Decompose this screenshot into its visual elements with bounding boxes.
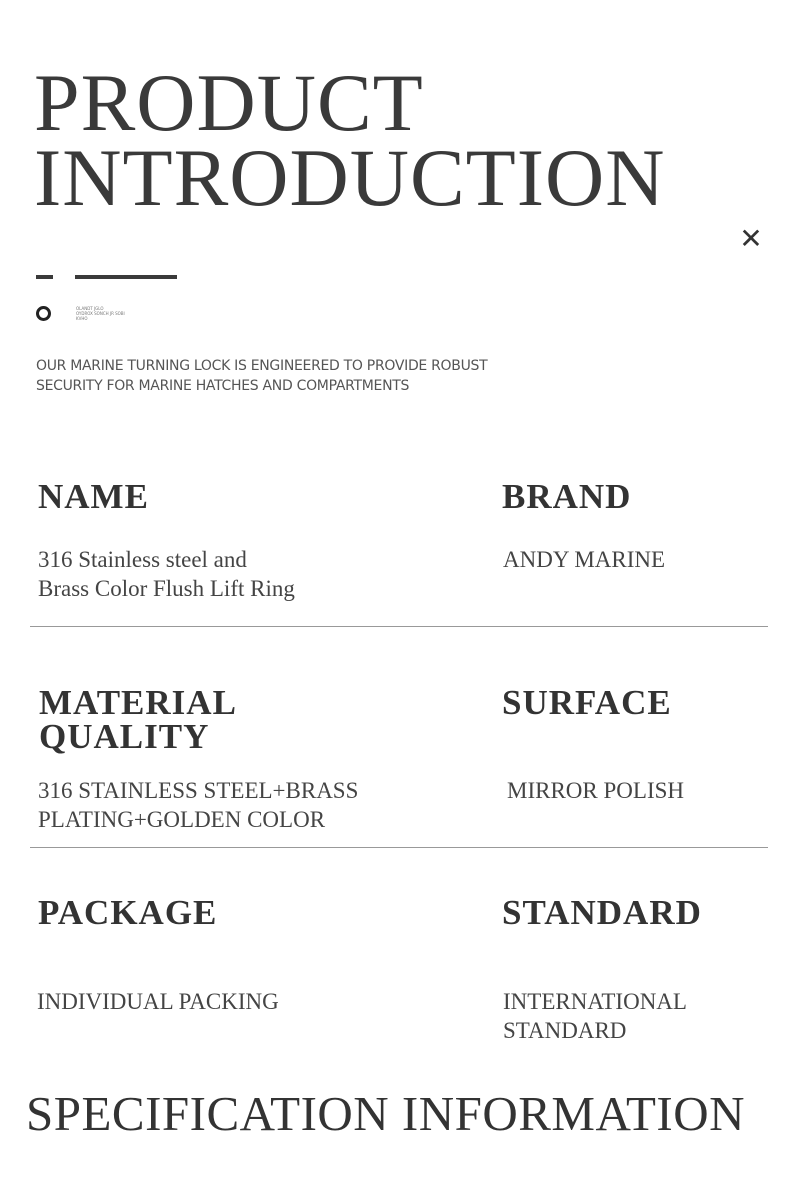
specification-title: SPECIFICATION INFORMATION bbox=[26, 1086, 745, 1141]
ring-bullet-icon bbox=[36, 306, 51, 321]
row-divider bbox=[30, 847, 768, 848]
standard-value-line1: INTERNATIONAL bbox=[503, 989, 687, 1014]
short-dash-divider bbox=[36, 275, 53, 279]
brand-value: ANDY MARINE bbox=[503, 547, 666, 572]
title-line-2: INTRODUCTION bbox=[34, 132, 666, 223]
tiny-caption-line: KVHO bbox=[76, 316, 88, 321]
tiny-caption-line: OYDROX SONCH JR SOBI bbox=[76, 311, 125, 316]
row-divider bbox=[30, 626, 768, 627]
title-line-1: PRODUCT bbox=[34, 57, 424, 148]
package-value: INDIVIDUAL PACKING bbox=[37, 989, 279, 1014]
material-label-line1: MATERIAL bbox=[39, 683, 237, 722]
surface-label: SURFACE bbox=[502, 683, 672, 722]
long-dash-divider bbox=[75, 275, 177, 279]
close-icon[interactable]: ✕ bbox=[739, 222, 763, 255]
material-value-line2: PLATING+GOLDEN COLOR bbox=[38, 807, 326, 832]
material-value-line1: 316 STAINLESS STEEL+BRASS bbox=[38, 778, 359, 803]
standard-value-line2: STANDARD bbox=[503, 1018, 627, 1043]
package-label: PACKAGE bbox=[38, 893, 218, 932]
standard-label: STANDARD bbox=[502, 893, 702, 932]
name-value-line1: 316 Stainless steel and bbox=[38, 547, 247, 572]
material-label-line2: QUALITY bbox=[39, 717, 210, 756]
intro-text: OUR MARINE TURNING LOCK IS ENGINEERED TO PROVIDE ROBUST SECURITY FOR MARINE HATCHES AND COMPARTMENTS bbox=[36, 358, 488, 394]
name-label: NAME bbox=[38, 477, 149, 516]
brand-label: BRAND bbox=[502, 477, 632, 516]
tiny-caption bbox=[76, 306, 166, 321]
name-value-line2: Brass Color Flush Lift Ring bbox=[38, 576, 295, 601]
tiny-caption-line: OLANDT JGLO bbox=[76, 306, 104, 311]
surface-value: MIRROR POLISH bbox=[507, 778, 685, 803]
